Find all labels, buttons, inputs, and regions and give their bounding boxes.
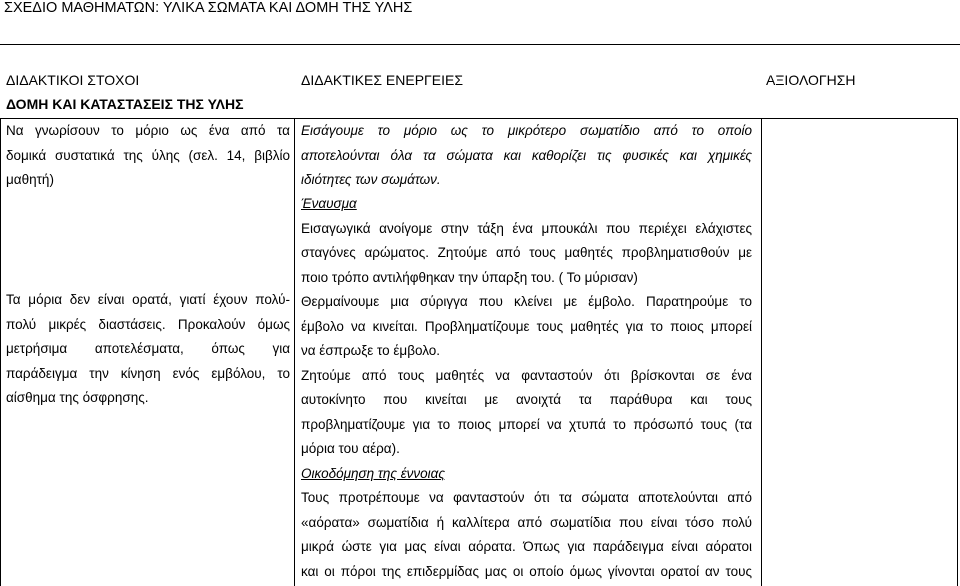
objective-molecule [6,119,290,193]
top-divider [0,44,960,45]
activity-line: Εισαγωγικά ανοίγομε στην τάξη ένα μπουκάλι που περιέχει ελάχιστες [301,220,752,236]
objective-line: πολύ μικρές διαστάσεις. Προκαλούν όμως [6,316,290,332]
activity-line: ιδιότητες των σωμάτων. [301,172,441,187]
activity-enausma [301,192,752,584]
activity-line: αυτοκίνητο που κινείται με ανοιχτά τα παράθυρα και τους [301,392,752,407]
activity-line: ποιο τρόπο αντιλήφθηκαν την ύπαρξη του. ( Το μύρισαν) [301,269,638,285]
activity-line: έμβολο να κινείται. Προβληματίζουμε τους μαθητές για το ποιος μπορεί [301,318,752,334]
activity-line: προβληματίζουμε για το ποιος μπορεί να χτυπά το πρόσωπό τους (τα [301,416,752,432]
activity-line: μικρά ώστε για μας είναι αόρατα. Όπως για παράδειγμα είναι αόρατοι [301,539,752,554]
enausma-heading: Έναυσμα [301,196,357,211]
activity-line: Θερμαίνουμε μια σύριγγα που κλείνει με έμβολο. Παρατηρούμε το [301,294,752,309]
objective-line: μαθητή) [6,172,54,187]
objective-line: Τα μόρια δεν είναι ορατά, γιατί έχουν πολύ- [6,292,290,307]
activity-line: «αόρατα» σωματίδια ή καλλίτερα από σωματίδια που είναι τόσο πολύ [301,514,752,530]
objective-line: μετρήσιμα αποτελέσματα, όπως για [6,341,290,356]
header-activities: ΔΙΔΑΚΤΙΚΕΣ ΕΝΕΡΓΕΙΕΣ [301,72,463,88]
section-title: ΔΟΜΗ ΚΑΙ ΚΑΤΑΣΤΑΣΕΙΣ ΤΗΣ ΥΛΗΣ [6,96,244,112]
activity-line: και οι πόροι της επιδερμίδας μας οι οποίο όμως γίνονται ορατοί αν τους [301,563,752,579]
activity-line: Εισάγουμε το μόριο ως το μικρότερο σωματίδιο από το οποίο [301,123,752,138]
activity-intro [301,119,752,193]
activity-line: Ζητούμε από τους μαθητές να φανταστούν ότι βρίσκονται σε ένα [301,367,752,383]
activity-line: να έσπρωξε το έμβολο. [301,343,441,358]
objective-line: Να γνωρίσουν το μόριο ως ένα από τα [6,123,290,138]
concept-heading: Οικοδόμηση της έννοιας [301,465,445,481]
header-objectives: ΔΙΔΑΚΤΙΚΟΙ ΣΤΟΧΟΙ [6,72,140,88]
objective-line: αίσθημα της όσφρησης. [6,390,149,405]
objective-line: παράδειγμα την κίνηση ενός εμβόλου, το [6,365,290,381]
activity-line: Τους προτρέπουμε να φανταστούν ότι τα σώματα αποτελούνται από [301,490,752,505]
page-title: ΣΧΕΔΙΟ ΜΑΘΗΜΑΤΩΝ: ΥΛΙΚΑ ΣΩΜΑΤΑ ΚΑΙ ΔΟΜΗ ΤΗΣ ΥΛΗΣ [4,0,413,16]
column-divider-2 [761,118,762,586]
activity-line: αποτελούνται όλα τα σώματα και καθορίζει τις φυσικές και χημικές [301,147,752,163]
objective-invisible-molecules [6,288,290,411]
activity-line: σταγόνες αρώματος. Ζητούμε από τους μαθητές προβληματισθούν με [301,245,752,260]
activity-line: μόρια του αέρα). [301,441,400,456]
objective-line: δομικά συστατικά της ύλης (σελ. 14, βιβλίο [6,147,290,163]
column-divider-1 [294,118,295,586]
header-assessment: ΑΞΙΟΛΟΓΗΣΗ [766,72,856,88]
